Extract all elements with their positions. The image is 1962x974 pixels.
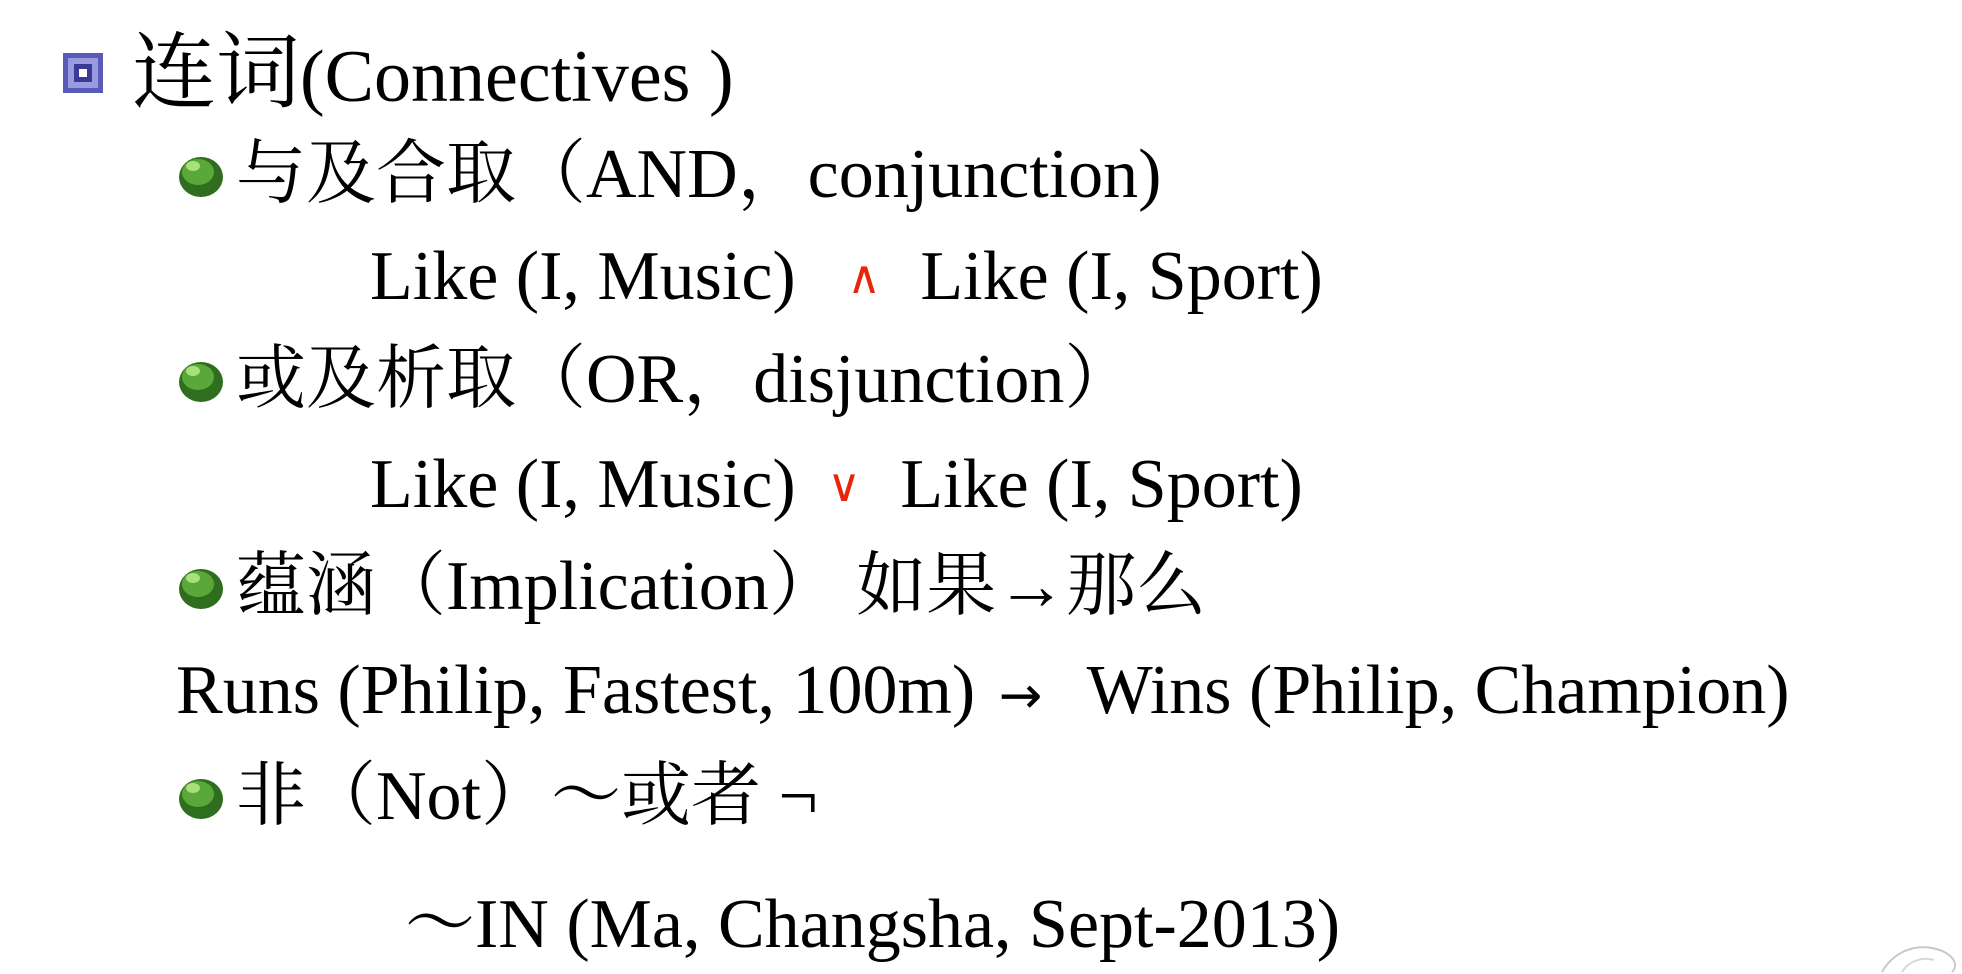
green-ball-bullet-icon <box>176 562 226 612</box>
item-implication-example <box>176 652 1790 729</box>
item-not-heading: 非（Not）～或者 ¬ <box>236 758 818 835</box>
example-left: Like (I, Music) <box>370 238 796 315</box>
green-ball-bullet-icon <box>176 355 226 405</box>
item-and-heading: 与及合取（AND，conjunction) <box>236 136 1162 213</box>
example-left: Runs (Philip, Fastest, 100m) <box>176 652 976 729</box>
square-bullet-icon <box>62 52 104 94</box>
green-ball-bullet-icon <box>176 772 226 822</box>
implication-arrow: → <box>998 666 1043 726</box>
slide-title <box>132 27 734 120</box>
item-and-example <box>370 238 1323 315</box>
or-operator: ∨ <box>827 457 861 512</box>
example-right: Wins (Philip, Champion) <box>1086 652 1790 729</box>
example-left: Like (I, Music) <box>370 446 796 523</box>
title-english: (Connectives ) <box>300 36 734 118</box>
example-right: Like (I, Sport) <box>900 446 1303 523</box>
and-operator: ∧ <box>847 249 881 304</box>
decorative-swirl-icon <box>1872 934 1962 974</box>
title-chinese: 连词 <box>132 27 301 120</box>
item-not-example: ～IN (Ma, Changsha, Sept-2013) <box>405 886 1341 963</box>
green-ball-bullet-icon <box>176 150 226 200</box>
item-implication-heading: 蕴涵（Implication） 如果→那么 <box>236 548 1207 625</box>
item-or-example <box>370 446 1303 523</box>
item-or-heading: 或及析取（OR，disjunction） <box>236 341 1135 418</box>
example-right: Like (I, Sport) <box>920 238 1323 315</box>
